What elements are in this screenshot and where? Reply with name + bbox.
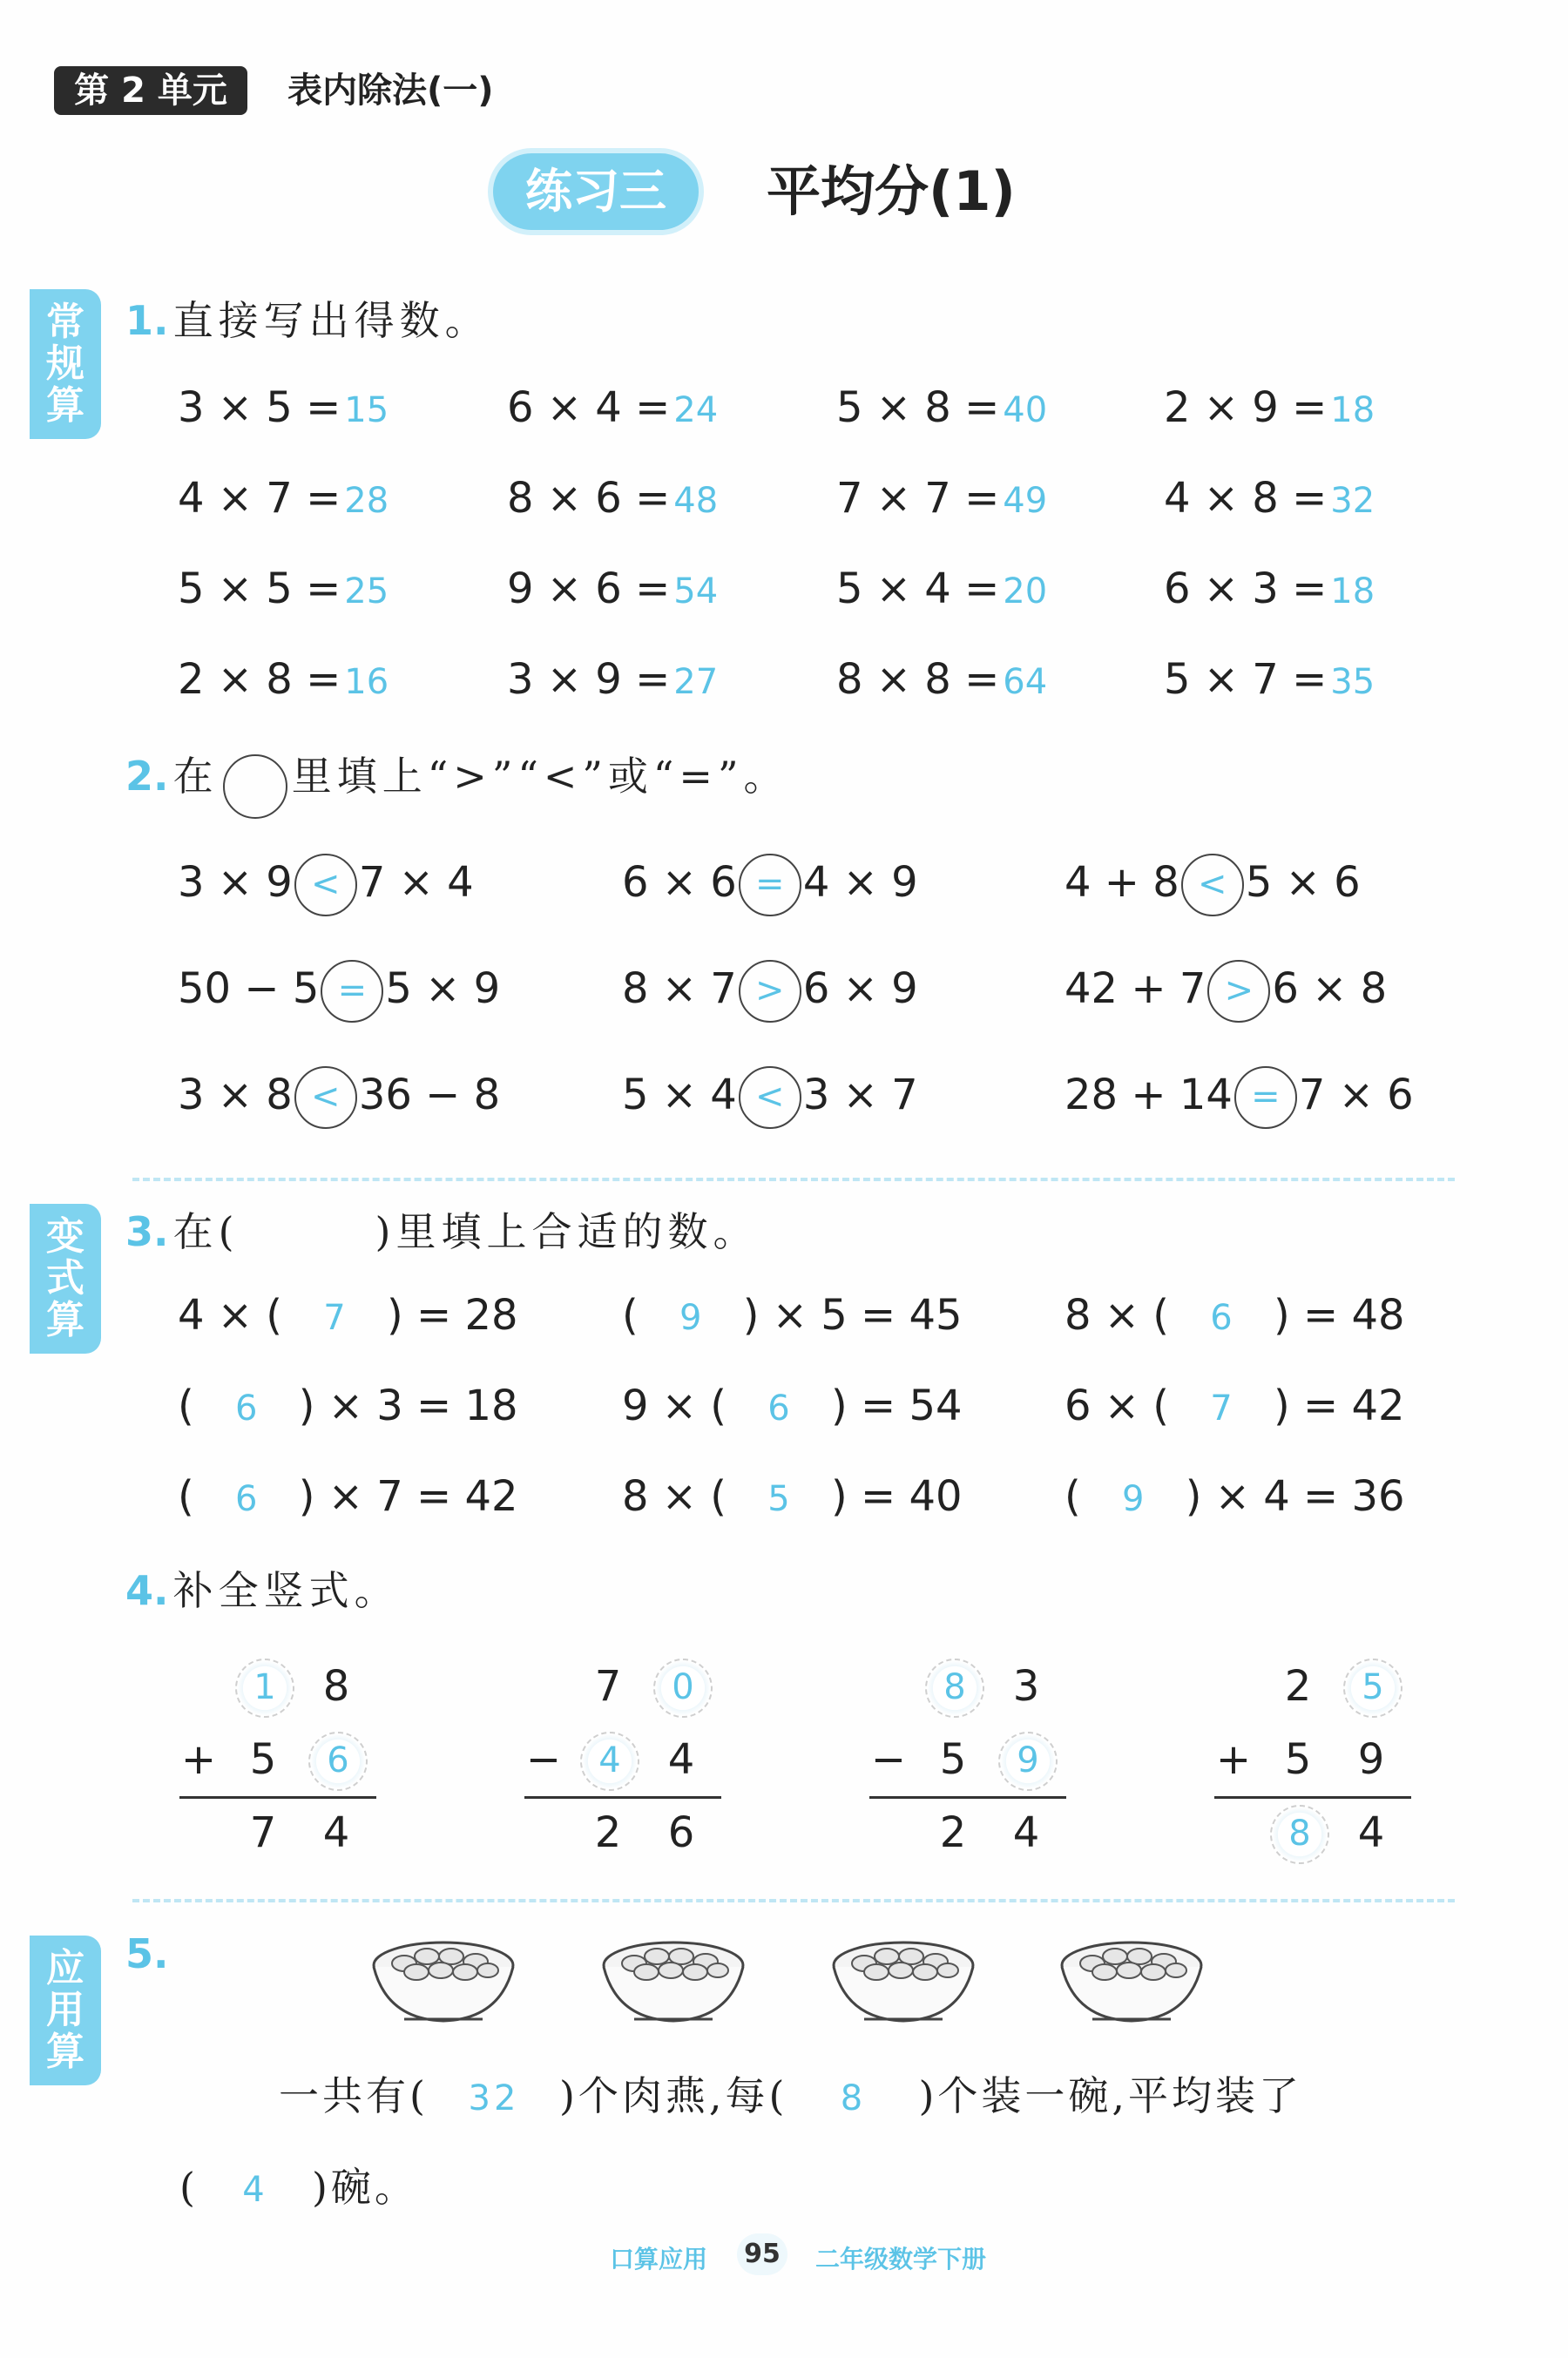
equation-text: 3 × 9 = <box>507 655 671 704</box>
q5-text: )个肉燕,每( <box>558 2072 788 2119</box>
equation <box>1164 653 1375 708</box>
q5-text: 一共有( <box>279 2072 429 2119</box>
answer: 64 <box>1003 662 1048 702</box>
equation <box>1164 382 1375 436</box>
fill-in-equation <box>622 1289 963 1344</box>
right-expression: 6 × 9 <box>802 964 918 1013</box>
equation-text: 2 × 9 = <box>1164 383 1328 432</box>
answer: 24 <box>673 390 719 430</box>
equation-text: 9 × 6 = <box>507 564 671 613</box>
equation-text: 5 × 8 = <box>836 383 1000 432</box>
bowl-icon <box>829 1932 977 2028</box>
answer: 6 <box>235 1388 258 1429</box>
bowl-icon <box>599 1932 747 2028</box>
question-text: 直接写出得数。 <box>172 297 490 344</box>
fill-in-equation <box>1064 1289 1405 1344</box>
q5-text: )个装一碗,平均装了 <box>918 2072 1303 2119</box>
digit: 5 <box>939 1735 967 1784</box>
fill-in-equation <box>178 1380 518 1435</box>
equation-text: 6 × 3 = <box>1164 564 1328 613</box>
question-text: 在( )里填上合适的数。 <box>172 1208 759 1255</box>
tab-char: 算 <box>46 383 84 428</box>
comparison-circle: = <box>321 960 383 1023</box>
q3-header <box>125 1200 758 1258</box>
comparison <box>178 1066 500 1129</box>
answer: 18 <box>1330 390 1375 430</box>
equation-text: 8 × 8 = <box>836 655 1000 704</box>
equation-text: 6 × 4 = <box>507 383 671 432</box>
flower-blank: 6 <box>308 1732 368 1791</box>
equation <box>1164 472 1375 527</box>
comparison-circle: = <box>1234 1066 1297 1129</box>
answer: 5 <box>767 1479 790 1519</box>
tab-char: 常 <box>46 300 84 344</box>
answer: 16 <box>344 662 389 702</box>
flower-blank: 4 <box>580 1732 639 1791</box>
tab-char: 变 <box>46 1214 84 1259</box>
unit-badge: 第 2 单元 <box>54 66 247 115</box>
answer: 9 <box>1122 1479 1145 1519</box>
q5-header <box>125 1930 168 1977</box>
right-expression: 7 × 4 <box>358 858 474 907</box>
flower-blank: 9 <box>998 1732 1058 1791</box>
left-expression: 5 × 4 <box>622 1071 737 1119</box>
digit: 3 <box>1012 1662 1040 1711</box>
question-number: 3. <box>125 1208 169 1255</box>
comparison-circle: = <box>739 854 801 916</box>
digit: 9 <box>1357 1735 1385 1784</box>
left-expression: 3 × 9 <box>178 858 293 907</box>
equation <box>836 563 1047 618</box>
digit: 5 <box>249 1735 277 1784</box>
tab-char: 算 <box>46 2030 84 2074</box>
tab-variant-calc <box>30 1204 101 1354</box>
right-expression: 36 − 8 <box>358 1071 501 1119</box>
comparison-circle: < <box>739 1066 801 1129</box>
answer: 32 <box>1330 481 1375 521</box>
answer-per-bowl: 8 <box>840 2078 867 2118</box>
left-expression: 6 × 6 <box>622 858 737 907</box>
equation-text: 7 × 7 = <box>836 474 1000 523</box>
expression-end: ) × 3 = 18 <box>298 1382 518 1430</box>
question-number: 4. <box>125 1567 169 1614</box>
comparison-circle: < <box>1181 854 1244 916</box>
comparison-circle: > <box>1207 960 1270 1023</box>
right-expression: 7 × 6 <box>1298 1071 1414 1119</box>
comparison <box>622 854 918 916</box>
question-number: 2. <box>125 753 169 800</box>
operator: − <box>870 1735 907 1784</box>
fill-in-equation <box>1064 1470 1405 1525</box>
question-number: 5. <box>125 1930 169 1977</box>
equation <box>178 653 389 708</box>
expression-end: ) = 42 <box>1274 1382 1405 1430</box>
expression-end: ) = 48 <box>1274 1291 1405 1340</box>
sum-line <box>179 1796 376 1799</box>
operator: + <box>1215 1735 1252 1784</box>
expression-end: ) × 7 = 42 <box>298 1472 518 1521</box>
right-expression: 5 × 9 <box>385 964 501 1013</box>
unit-title: 表内除法(一) <box>287 71 494 111</box>
fill-in-equation <box>178 1470 518 1525</box>
equation-text: 4 × 7 = <box>178 474 341 523</box>
answer: 9 <box>679 1298 702 1338</box>
tab-char: 规 <box>46 341 84 386</box>
answer: 35 <box>1330 662 1375 702</box>
comparison-circle: < <box>294 1066 357 1129</box>
fill-in-equation <box>1064 1380 1405 1435</box>
tab-char: 式 <box>46 1256 84 1301</box>
digit: 4 <box>667 1735 695 1784</box>
left-expression: 42 + 7 <box>1064 964 1206 1013</box>
sum-line <box>1214 1796 1411 1799</box>
flower-blank: 8 <box>925 1659 984 1718</box>
equation <box>178 472 389 527</box>
answer: 27 <box>673 662 719 702</box>
q5-line2 <box>179 2156 418 2213</box>
left-expression: 3 × 8 <box>178 1071 293 1119</box>
right-expression: 5 × 6 <box>1245 858 1361 907</box>
equation <box>1164 563 1375 618</box>
answer: 20 <box>1003 571 1048 611</box>
comparison <box>178 960 500 1023</box>
q1-header <box>125 289 490 347</box>
right-expression: 4 × 9 <box>802 858 918 907</box>
bowl-icon <box>369 1932 517 2028</box>
answer: 6 <box>767 1388 790 1429</box>
equation-text: 5 × 5 = <box>178 564 341 613</box>
operator: + <box>180 1735 217 1784</box>
digit: 7 <box>594 1662 622 1711</box>
footer-right: 二年级数学下册 <box>815 2245 987 2274</box>
expression-start: ( <box>178 1472 194 1521</box>
equation-text: 2 × 8 = <box>178 655 341 704</box>
expression-start: 8 × ( <box>622 1472 727 1521</box>
fill-in-equation <box>622 1380 963 1435</box>
comparison <box>178 854 474 916</box>
answer-bowls: 4 <box>242 2170 268 2210</box>
exercise-badge: 练习三 <box>493 153 699 230</box>
flower-blank: 0 <box>653 1659 713 1718</box>
section-divider <box>132 1178 1455 1181</box>
equation <box>507 653 718 708</box>
equation-text: 5 × 4 = <box>836 564 1000 613</box>
digit: 7 <box>249 1808 277 1857</box>
expression-start: 9 × ( <box>622 1382 727 1430</box>
digit: 2 <box>1284 1662 1312 1711</box>
answer: 28 <box>344 481 389 521</box>
tab-char: 用 <box>46 1988 84 2032</box>
expression-end: ) = 40 <box>831 1472 963 1521</box>
digit: 6 <box>667 1808 695 1857</box>
tab-applied-calc <box>30 1936 101 2085</box>
equation <box>507 472 718 527</box>
tab-char: 应 <box>46 1946 84 1990</box>
equation <box>836 472 1047 527</box>
answer: 7 <box>323 1298 346 1338</box>
sum-line <box>869 1796 1066 1799</box>
comparison <box>622 1066 918 1129</box>
digit: 8 <box>322 1662 350 1711</box>
page-number: 95 <box>737 2233 787 2275</box>
comparison <box>1064 960 1387 1023</box>
q5-text: )碗。 <box>311 2164 418 2211</box>
answer: 6 <box>235 1479 258 1519</box>
answer: 6 <box>1210 1298 1233 1338</box>
left-expression: 50 − 5 <box>178 964 320 1013</box>
digit: 2 <box>939 1808 967 1857</box>
comparison <box>1064 854 1361 916</box>
equation <box>836 382 1047 436</box>
comparison-circle: < <box>294 854 357 916</box>
digit: 4 <box>1357 1808 1385 1857</box>
answer: 7 <box>1210 1388 1233 1429</box>
section-divider <box>132 1899 1455 1902</box>
question-text-post: 里填上“>”“<”或“=”。 <box>291 753 789 800</box>
expression-start: 6 × ( <box>1064 1382 1169 1430</box>
fill-in-equation <box>178 1289 518 1344</box>
blank-circle <box>223 754 287 819</box>
bowl-icon <box>1058 1932 1206 2028</box>
comparison <box>622 960 918 1023</box>
flower-blank: 1 <box>235 1659 294 1718</box>
question-text-pre: 在 <box>172 753 219 800</box>
equation <box>507 382 718 436</box>
q5-line1 <box>279 2064 1302 2122</box>
question-text: 补全竖式。 <box>172 1567 400 1614</box>
operator: − <box>525 1735 562 1784</box>
expression-end: ) = 28 <box>387 1291 518 1340</box>
expression-end: ) × 4 = 36 <box>1185 1472 1405 1521</box>
flower-blank: 8 <box>1270 1805 1329 1864</box>
expression-start: ( <box>178 1382 194 1430</box>
lesson-title: 平均分(1) <box>767 159 1016 223</box>
q5-text: ( <box>179 2164 199 2211</box>
question-number: 1. <box>125 297 169 344</box>
left-expression: 4 + 8 <box>1064 858 1179 907</box>
equation <box>178 382 389 436</box>
expression-start: ( <box>622 1291 639 1340</box>
answer: 54 <box>673 571 719 611</box>
comparison-circle: > <box>739 960 801 1023</box>
fill-in-equation <box>622 1470 963 1525</box>
expression-start: 4 × ( <box>178 1291 282 1340</box>
digit: 4 <box>322 1808 350 1857</box>
tab-char: 算 <box>46 1298 84 1342</box>
answer: 25 <box>344 571 389 611</box>
equation <box>836 653 1047 708</box>
right-expression: 6 × 8 <box>1272 964 1388 1013</box>
q2-header <box>125 745 789 819</box>
answer: 48 <box>673 481 719 521</box>
answer: 49 <box>1003 481 1048 521</box>
equation-text: 4 × 8 = <box>1164 474 1328 523</box>
digit: 5 <box>1284 1735 1312 1784</box>
equation-text: 3 × 5 = <box>178 383 341 432</box>
left-expression: 8 × 7 <box>622 964 737 1013</box>
expression-end: ) = 54 <box>831 1382 963 1430</box>
expression-start: ( <box>1064 1472 1081 1521</box>
tab-regular-calc <box>30 289 101 439</box>
answer: 15 <box>344 390 389 430</box>
expression-end: ) × 5 = 45 <box>742 1291 963 1340</box>
equation <box>507 563 718 618</box>
answer: 18 <box>1330 571 1375 611</box>
flower-blank: 5 <box>1343 1659 1402 1718</box>
comparison <box>1064 1066 1414 1129</box>
left-expression: 28 + 14 <box>1064 1071 1233 1119</box>
digit: 4 <box>1012 1808 1040 1857</box>
equation <box>178 563 389 618</box>
digit: 2 <box>594 1808 622 1857</box>
q4-header <box>125 1559 400 1617</box>
expression-start: 8 × ( <box>1064 1291 1169 1340</box>
answer-total: 32 <box>468 2078 520 2118</box>
right-expression: 3 × 7 <box>802 1071 918 1119</box>
equation-text: 8 × 6 = <box>507 474 671 523</box>
footer-left: 口算应用 <box>610 2245 708 2274</box>
sum-line <box>524 1796 721 1799</box>
answer: 40 <box>1003 390 1048 430</box>
equation-text: 5 × 7 = <box>1164 655 1328 704</box>
